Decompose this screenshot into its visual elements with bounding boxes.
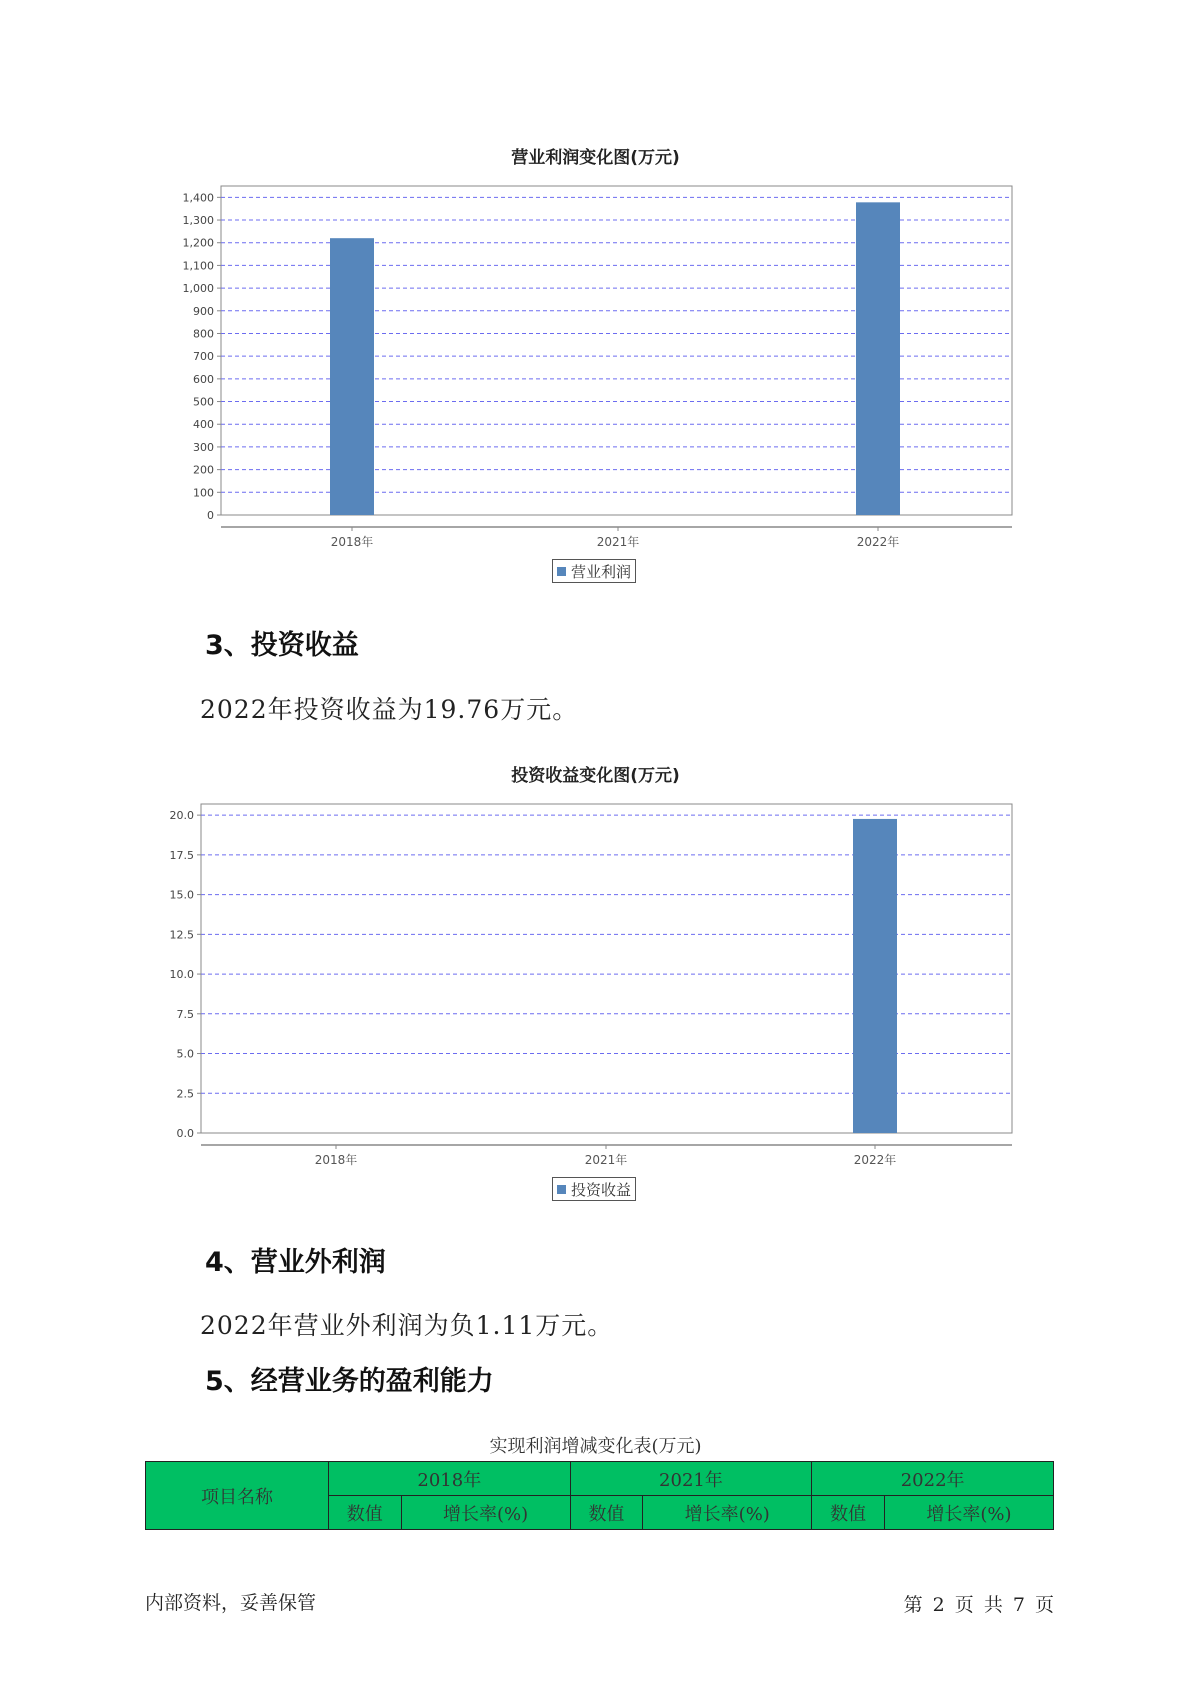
y-tick-label: 1,300 [182,214,214,228]
footer-confidential: 内部资料，妥善保管 [145,1592,317,1614]
legend-label: 投资收益 [571,1180,632,1199]
y-tick-label: 1,100 [182,259,214,273]
y-tick-label: 15.0 [169,888,194,902]
profit-change-table [145,1461,1054,1530]
x-tick-label: 2018年 [330,535,374,549]
footer-page-number: 第 2 页 共 7 页 [903,1594,1054,1616]
y-tick-label: 1,200 [182,236,214,250]
y-tick-label: 20.0 [169,809,194,823]
y-tick-label: 900 [193,304,214,318]
y-tick-label: 500 [193,395,214,409]
heading-investment-income: 3、投资收益 [205,630,359,661]
table-header-value: 数值 [329,1496,402,1530]
x-tick-label: 2022年 [856,535,900,549]
heading-profitability: 5、经营业务的盈利能力 [205,1366,494,1397]
y-tick-label: 700 [193,350,214,364]
legend-label: 营业利润 [571,562,632,581]
y-tick-label: 0.0 [176,1127,194,1140]
table-caption: 实现利润增减变化表(万元) [489,1436,702,1457]
y-tick-label: 7.5 [176,1007,194,1021]
y-tick-label: 600 [193,372,214,386]
y-tick-label: 10.0 [169,968,194,982]
y-tick-label: 17.5 [169,848,194,862]
y-tick-label: 12.5 [169,928,194,942]
y-tick-label: 1,000 [182,282,214,296]
y-tick-label: 0 [207,509,214,522]
legend-swatch [557,1185,566,1194]
x-tick-label: 2021年 [596,535,640,549]
y-tick-label: 400 [193,418,214,432]
x-tick-label: 2018年 [314,1153,358,1167]
table-header-growth: 增长率(%) [643,1496,812,1530]
y-tick-label: 100 [193,486,214,500]
y-tick-label: 800 [193,327,214,341]
chart-title-investment-income: 投资收益变化图(万元) [511,766,680,786]
table-header-value: 数值 [570,1496,643,1530]
heading-non-operating-profit: 4、营业外利润 [205,1247,386,1278]
y-tick-label: 5.0 [176,1047,194,1061]
y-tick-label: 200 [193,463,214,477]
table-header-year: 2021年 [570,1462,812,1496]
x-tick-label: 2022年 [853,1153,897,1167]
x-tick-label: 2021年 [584,1153,628,1167]
y-tick-label: 2.5 [176,1087,194,1101]
table-header-year: 2022年 [812,1462,1054,1496]
y-tick-label: 1,400 [182,191,214,205]
legend-investment-income [552,1177,636,1201]
table-header-growth: 增长率(%) [884,1496,1053,1530]
table-header-year: 2018年 [329,1462,571,1496]
y-tick-label: 300 [193,440,214,454]
table-header-growth: 增长率(%) [401,1496,570,1530]
table-header-value: 数值 [812,1496,885,1530]
text-investment-income: 2022年投资收益为19.76万元。 [200,695,579,724]
table-header-item: 项目名称 [146,1462,329,1530]
text-non-operating-profit: 2022年营业外利润为负1.11万元。 [200,1311,614,1340]
bar-2022年 [853,819,897,1133]
chart-title-operating-profit: 营业利润变化图(万元) [511,148,680,168]
